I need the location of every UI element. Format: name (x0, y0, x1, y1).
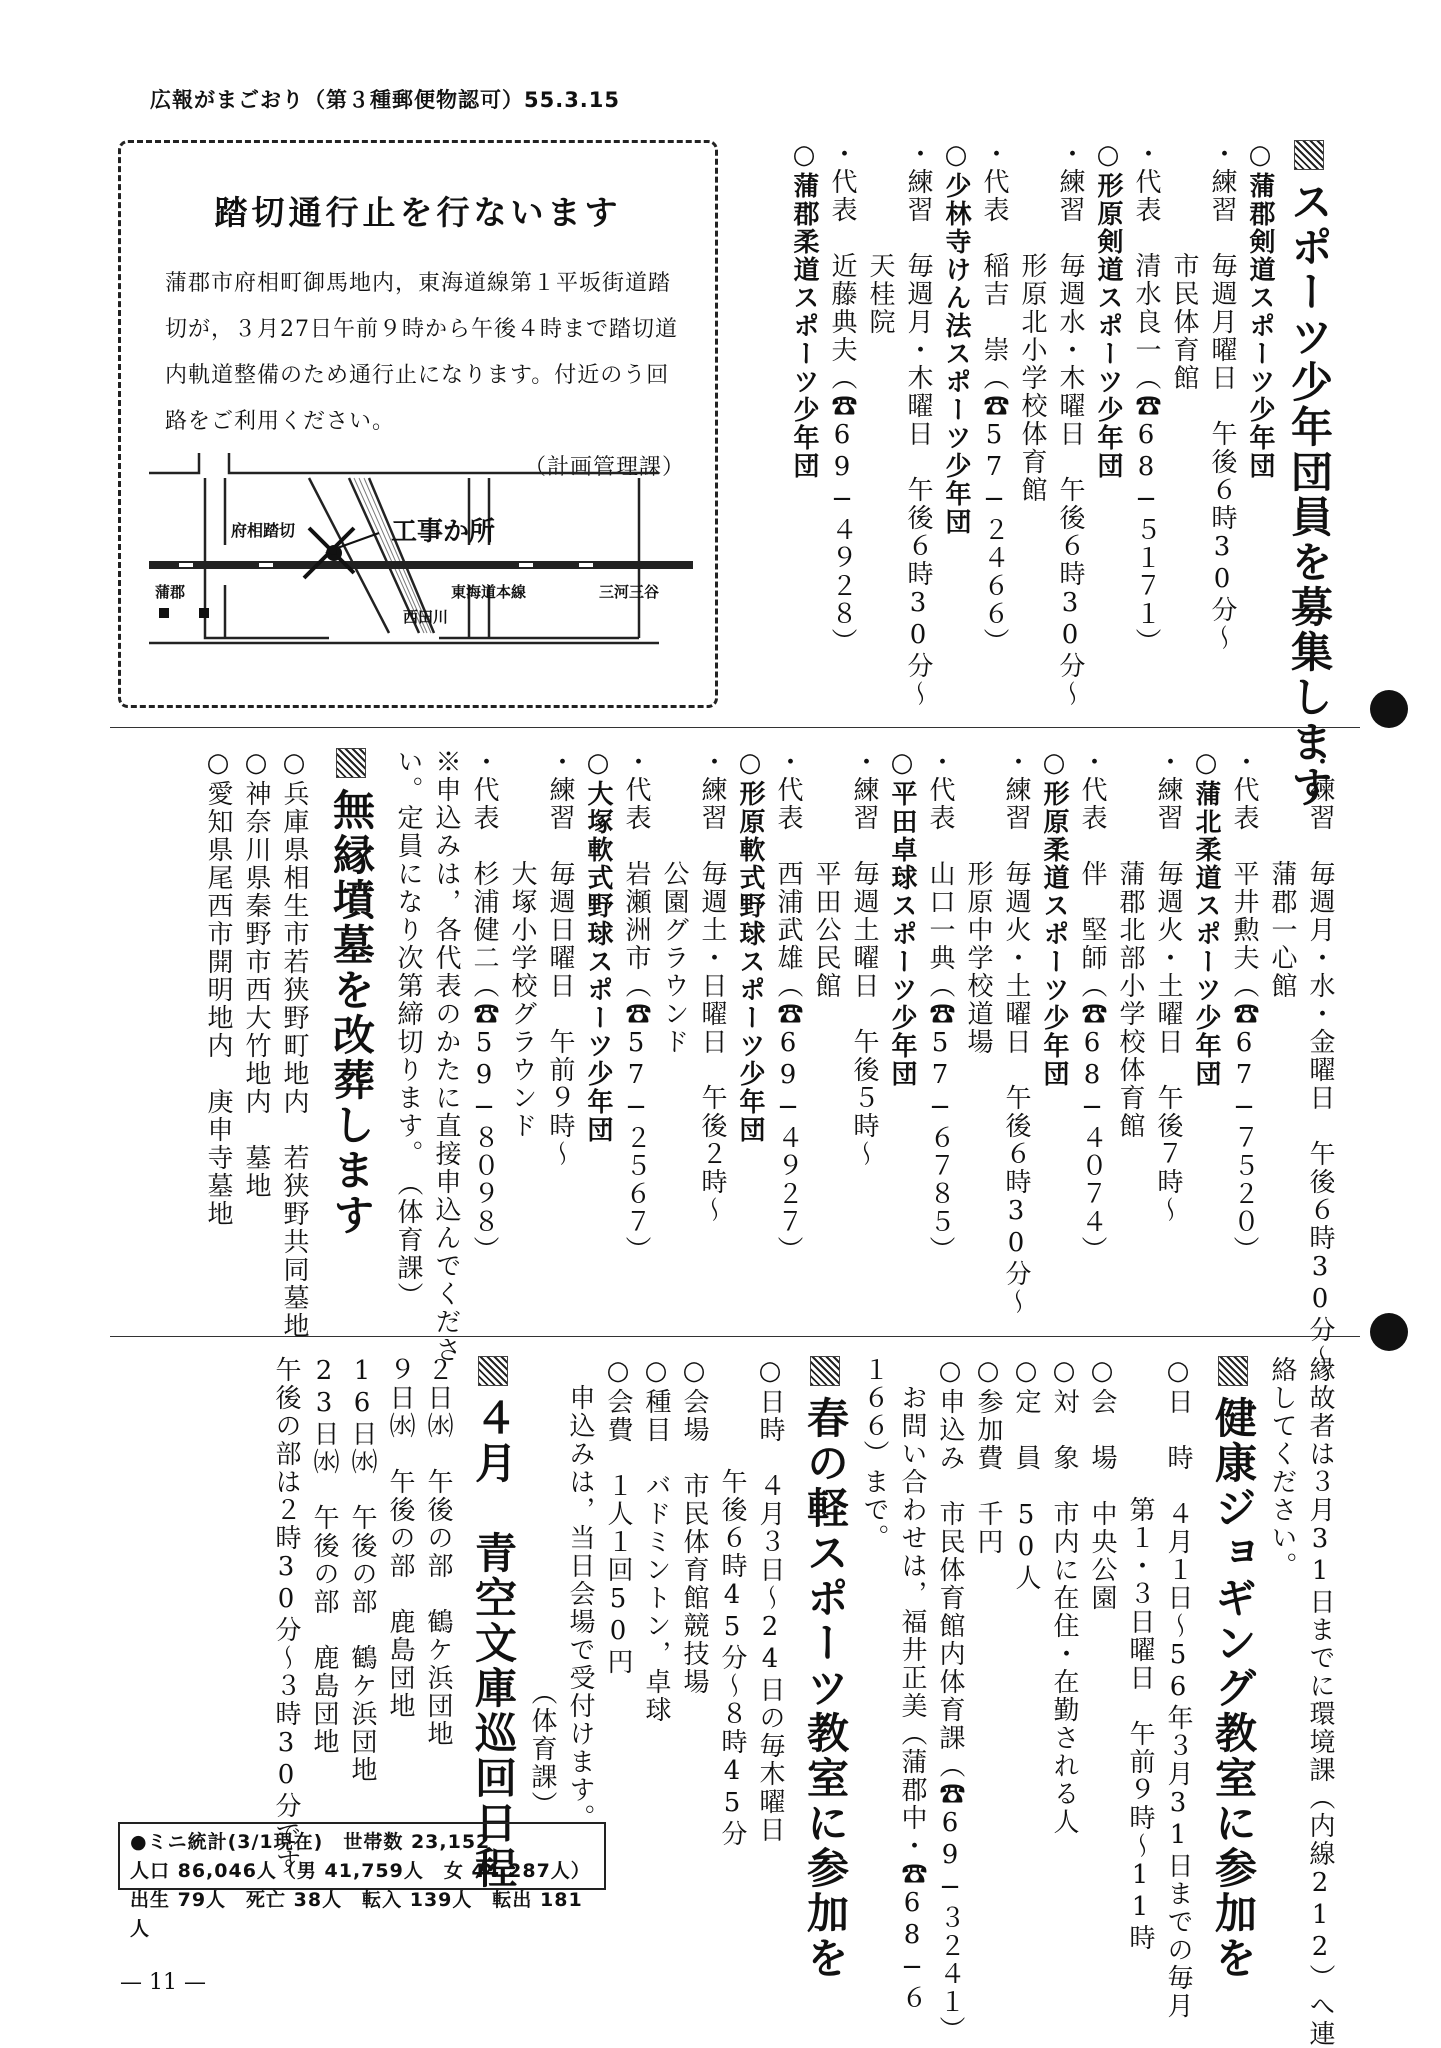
bunko-line: 午後の部は２時30分〜３時30分です (271, 1356, 301, 1876)
sports-line: ・練習 毎週日曜日 午前９時〜 (545, 748, 575, 1168)
sports-line: ・練習 毎週水・木曜日 午後６時30分〜 (1055, 140, 1085, 708)
graves-line: ○神奈川県秦野市西大竹地内 墓地 (241, 748, 271, 1200)
stats-households: ●ミニ統計(3/1現在) 世帯数 23,152 (130, 1831, 491, 1853)
jogging-line: ○会 場 中央公園 (1087, 1356, 1117, 1612)
sports-line: ・練習 毎週火・土曜日 午後７時〜 (1153, 748, 1183, 1224)
sports-line: 蒲郡北部小学校体育館 (1115, 748, 1145, 1140)
sports-line: ○形原軟式野球スポーツ少年団 (735, 748, 765, 1144)
graves-line: ○愛知県尾西市開明地内 庚申寺墓地 (203, 748, 233, 1228)
divider-top (110, 727, 1360, 728)
notice-text: 蒲郡市府相町御馬地内，東海道線第１平坂街道踏切が，３月27日午前９時から午後４時まで踏切道内軌道整備のため通行止になります。付近のう回路をご利用ください。 (165, 271, 678, 434)
sports-line: ・代表 平井勲夫（☎67−７５２０） (1229, 748, 1259, 1264)
map-crossing-label: 府相踏切 (231, 521, 296, 540)
sports-line: 蒲郡一心館 (1267, 748, 1297, 1000)
sports-line: ・代表 西浦武雄（☎69−４９２７） (773, 748, 803, 1264)
sports-line: 公園グラウンド (659, 748, 689, 1056)
sports-line: ○蒲北柔道スポーツ少年団 (1191, 748, 1221, 1088)
map-rail-line: 東海道本線 (451, 583, 527, 601)
spring-line: ○会場 市民体育館競技場 (679, 1356, 709, 1696)
graves-line: 絡してください。 (1267, 1356, 1297, 1580)
sports-line: ・代表 近藤典夫（☎69−４９２８） (827, 140, 857, 656)
route-map (139, 433, 703, 663)
hatch-icon (478, 1356, 508, 1386)
sports-line: 平田公民館 (811, 748, 841, 1000)
sports-line: ※申込みは，各代表のかたに直接申込んでくださ (431, 748, 461, 1364)
bunko-line: 23日㈬ 午後の部 鹿島団地 (309, 1356, 339, 1756)
sports-line: 大塚小学校グラウンド (507, 748, 537, 1140)
sports-line: ・練習 毎週月曜日 午後６時30分〜 (1207, 140, 1237, 652)
spring-line: ○会費 １人１回50円 (603, 1356, 633, 1676)
notice-dept: （計画管理課） (523, 455, 685, 480)
jogging-line: 第１・３日曜日 午前９時〜11時 (1125, 1356, 1155, 1952)
sports-line: い。定員になり次第締切ります。 （体育課） (393, 748, 423, 1310)
page-number: — 11 — (120, 1970, 206, 1995)
sports-title: スポーツ少年団員を募集します (1279, 140, 1339, 720)
jogging-line: ○日 時 ４月１日〜56年３月31日までの毎月 (1163, 1356, 1193, 2020)
sports-section-top (785, 140, 1339, 810)
sports-line: ・代表 稲吉 崇（☎57−２４６６） (979, 140, 1009, 656)
spring-line: ○日時 ４月３日〜24日の毎木曜日 (755, 1356, 785, 1844)
sports-line: ・練習 毎週土・日曜日 午後２時〜 (697, 748, 727, 1224)
hatch-icon (336, 748, 366, 778)
sports-line: ・代表 山口一典（☎57−６７８５） (925, 748, 955, 1264)
jogging-line: ○申込み 市民体育館内体育課（☎69−３２４１） (935, 1356, 965, 2044)
sports-line: ○形原剣道スポーツ少年団 (1093, 140, 1123, 480)
hatch-icon (810, 1356, 840, 1386)
map-left-station: 蒲郡 (155, 583, 186, 601)
sports-line: ○少林寺けん法スポーツ少年団 (941, 140, 971, 536)
jogging-line: ○定 員 50人 (1011, 1356, 1041, 1592)
sports-line: ・代表 清水良一（☎68−５１７１） (1131, 140, 1161, 656)
sports-line: ・練習 毎週火・土曜日 午後６時30分〜 (1001, 748, 1031, 1316)
sports-line: ・練習 毎週土曜日 午後５時〜 (849, 748, 879, 1168)
notice-title: 踏切通行止を行ないます (214, 193, 622, 232)
sports-line: ・代表 伴 堅師（☎68−４０７４） (1077, 748, 1107, 1264)
sports-line: ・練習 毎週月・木曜日 午後６時30分〜 (903, 140, 933, 708)
graves-title: 無縁墳墓を改葬します (321, 748, 381, 1330)
bullet-dot-bottom (1370, 1313, 1408, 1351)
map-river: 西田川 (403, 608, 449, 626)
map-right-station: 三河三谷 (599, 583, 660, 601)
sports-line: ○形原柔道スポーツ少年団 (1039, 748, 1069, 1088)
jogging-line: ○対 象 市内に在住・在勤される人 (1049, 1356, 1079, 1836)
masthead: 広報がまごおり（第３種郵便物認可）55.3.15 (150, 88, 621, 112)
sports-line: ○蒲郡剣道スポーツ少年団 (1245, 140, 1275, 480)
map-work-label: 工事か所 (391, 517, 496, 547)
spring-title: 春の軽スポーツ教室に参加を (795, 1356, 855, 1811)
sports-line: ○蒲郡柔道スポーツ少年団 (789, 140, 819, 480)
mini-statistics-box (118, 1822, 606, 1940)
bunko-line: ２日㈬ 午後の部 鶴ケ浜団地 (423, 1356, 453, 1748)
spring-line: （体育課） (527, 1356, 557, 1819)
bunko-title: ４月 青空文庫巡回日程 (463, 1356, 523, 1811)
spring-line: ○種目 バドミントン，卓球 (641, 1356, 671, 1724)
jogging-line: １６６）まで。 (859, 1356, 889, 1552)
sports-line: ・代表 岩瀬洲市（☎57−２５６７） (621, 748, 651, 1264)
railway-crossing-notice (118, 140, 718, 708)
bullet-dot-top (1370, 690, 1408, 728)
spring-line: 午後６時45分〜８時45分 (717, 1356, 747, 1848)
sports-line: ○大塚軟式野球スポーツ少年団 (583, 748, 613, 1144)
hatch-icon (1294, 140, 1324, 170)
sports-line: 市民体育館 (1169, 140, 1199, 392)
stats-movement: 出生 79人 死亡 38人 転入 139人 転出 181人 (130, 1889, 583, 1940)
spring-line: 申込みは，当日会場で受付けます。 (565, 1356, 595, 1832)
graves-line: ○兵庫県相生市若狭野町地内 若狭野共同墓地 (279, 748, 309, 1340)
sports-section-middle (199, 748, 1339, 1372)
sports-line: 形原北小学校体育館 (1017, 140, 1047, 504)
bunko-line: ９日㈬ 午後の部 鹿島団地 (385, 1356, 415, 1720)
sports-line: 天桂院 (865, 140, 895, 336)
sports-line: 形原中学校道場 (963, 748, 993, 1056)
hatch-icon (1218, 1356, 1248, 1386)
sports-line: ・練習 毎週月・水・金曜日 午後６時30分〜 (1305, 748, 1335, 1372)
stats-population: 人口 86,046人（男 41,759人 女 44,287人） (130, 1860, 591, 1882)
sports-line: ○平田卓球スポーツ少年団 (887, 748, 917, 1088)
graves-line: 縁故者は３月31日までに環境課（内線212）へ連 (1305, 1356, 1335, 2048)
jogging-title: 健康ジョギング教室に参加を (1203, 1356, 1263, 1811)
jogging-line: ○参加費 千円 (973, 1356, 1003, 1556)
sports-line: ・代表 杉浦健二（☎59−８０９８） (469, 748, 499, 1264)
jogging-line: お問い合わせは，福井正美（蒲郡中・☎68−６ (897, 1356, 927, 2012)
bunko-line: 16日㈬ 午後の部 鶴ケ浜団地 (347, 1356, 377, 1784)
